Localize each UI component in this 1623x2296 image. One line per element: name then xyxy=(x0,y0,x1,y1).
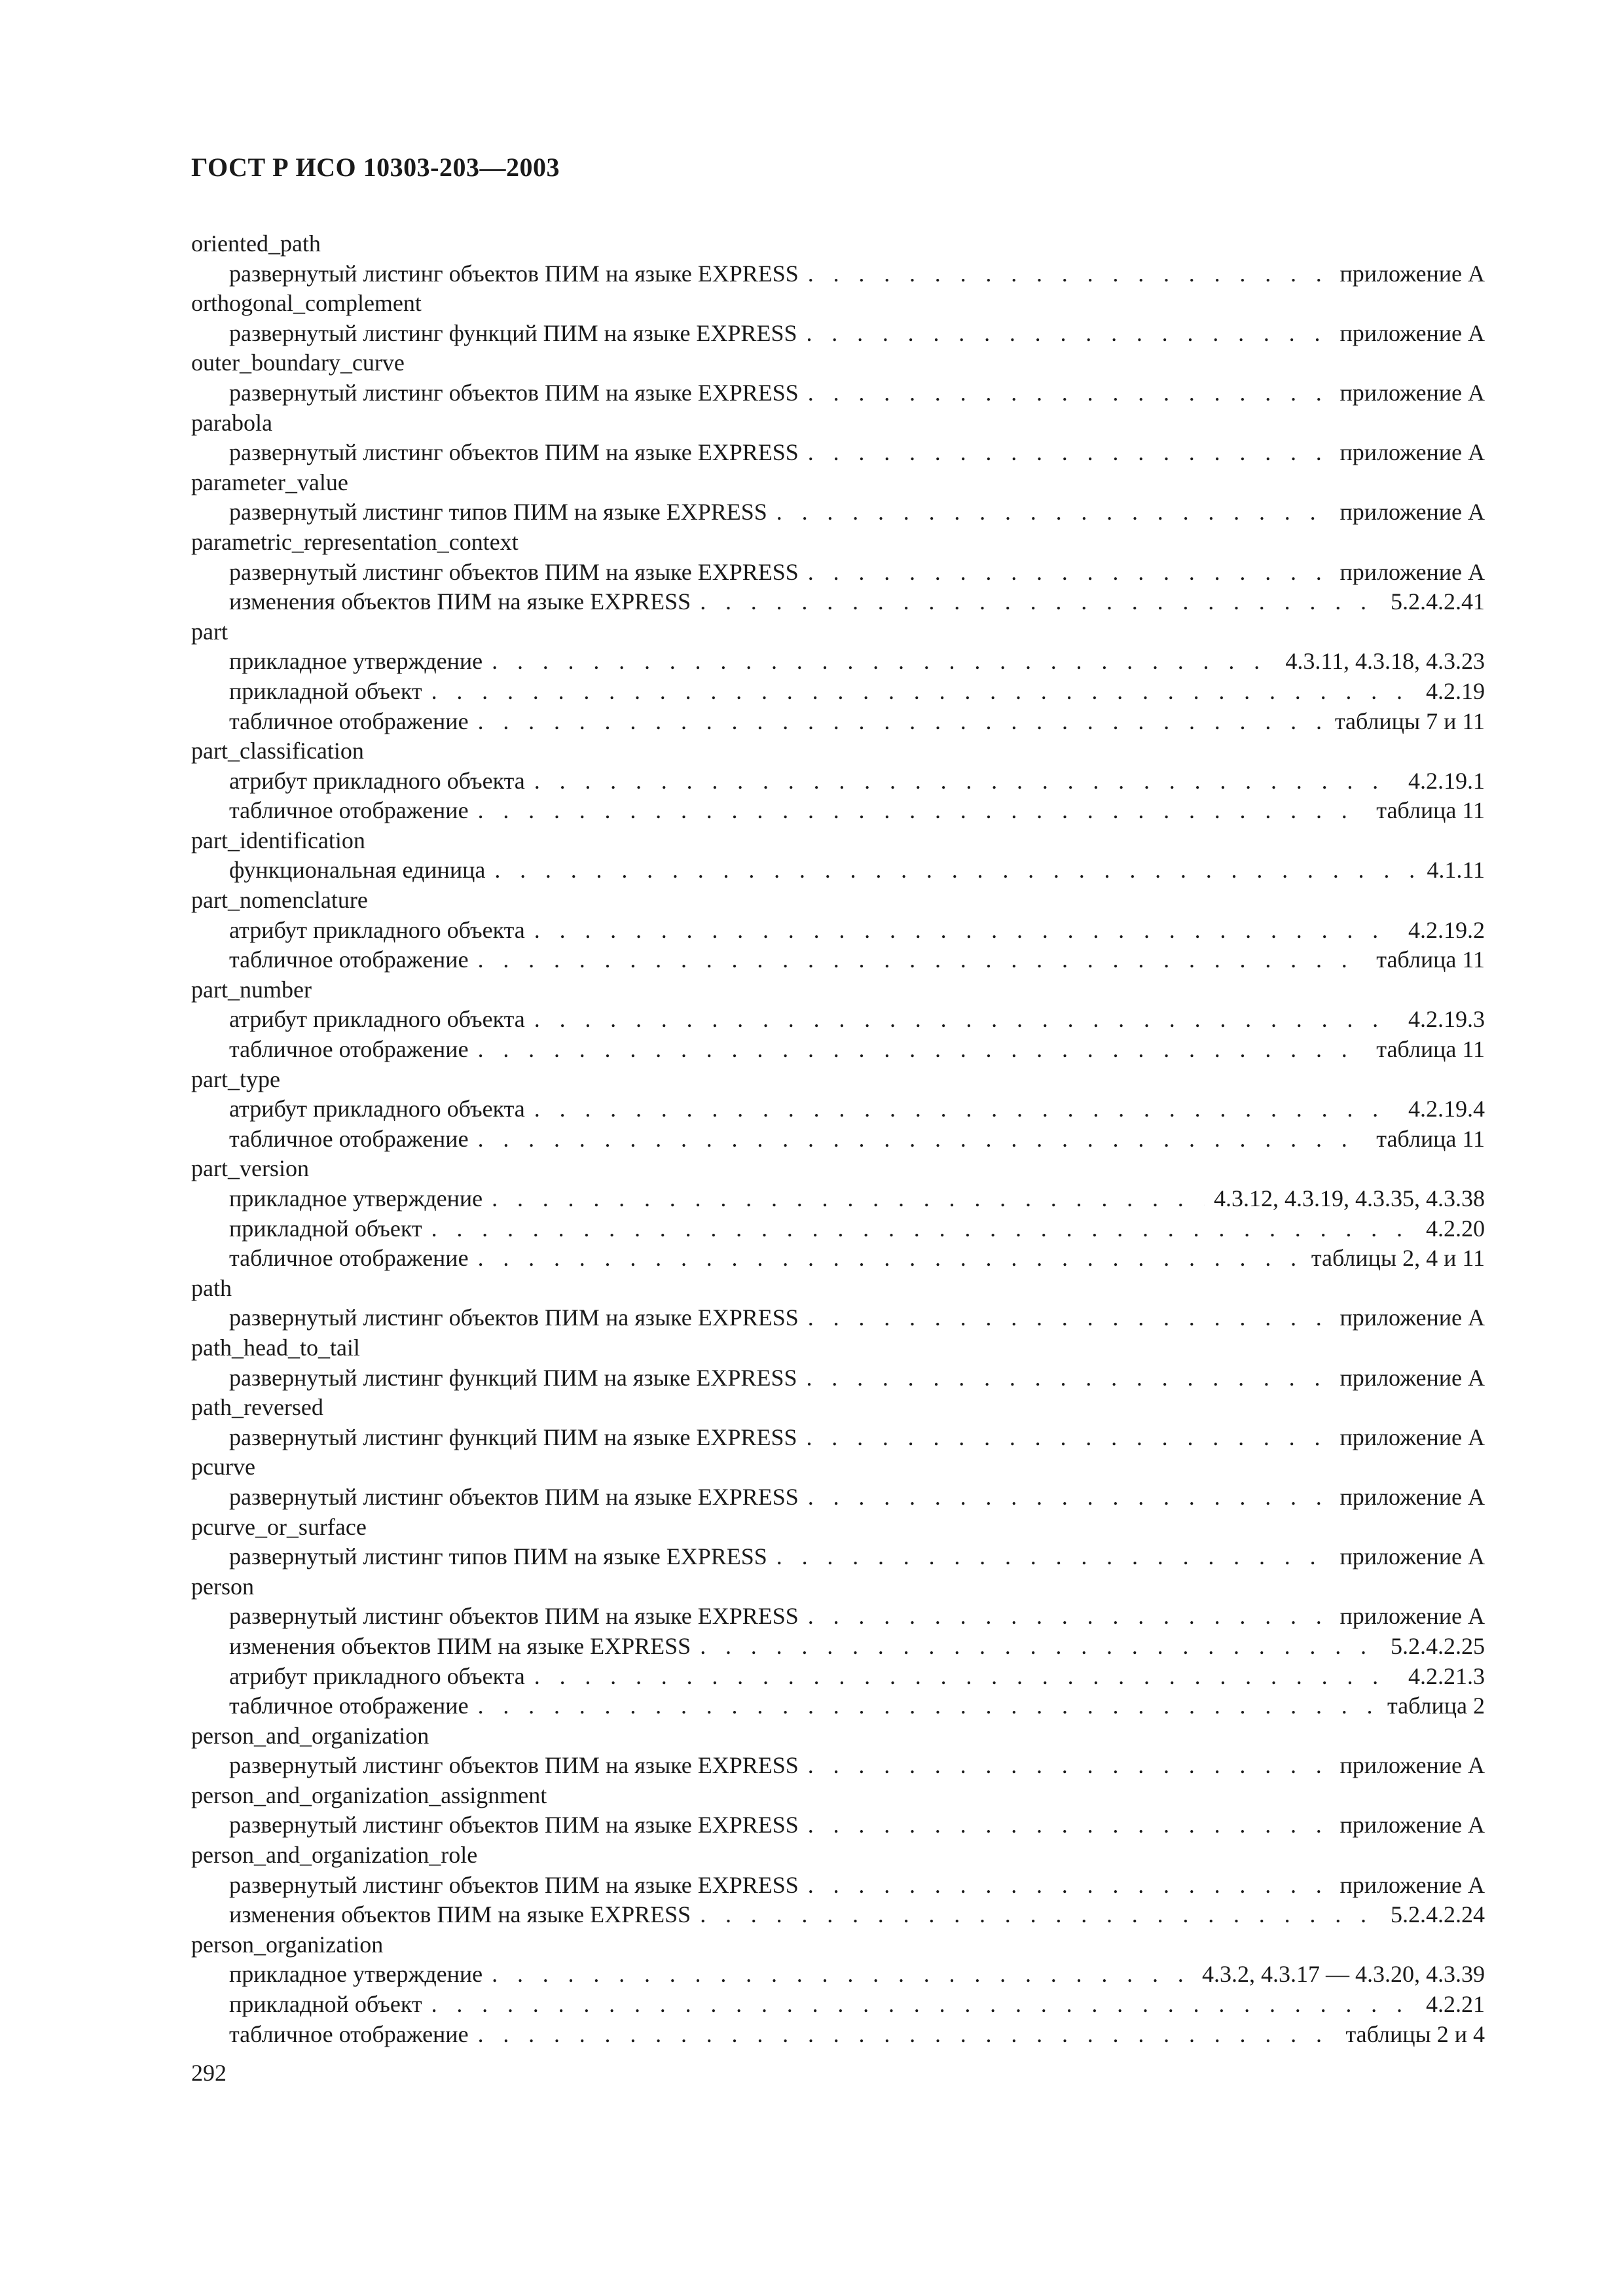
subentry-reference: 4.2.20 xyxy=(1426,1215,1485,1242)
subentry-label: изменения объектов ПИМ на языке EXPRESS xyxy=(229,1632,691,1659)
subentry-reference: 4.2.21.3 xyxy=(1408,1662,1485,1689)
subentry-reference: приложение А xyxy=(1340,1304,1485,1331)
dot-leader xyxy=(808,1871,1331,1901)
subentry-label: табличное отображение xyxy=(229,946,469,973)
subentry-reference: приложение А xyxy=(1340,1603,1485,1630)
subentry-reference: приложение А xyxy=(1340,1871,1485,1898)
index-subentry xyxy=(191,1363,1485,1393)
index-term: path xyxy=(191,1274,232,1301)
index-subentry xyxy=(191,558,1485,588)
index-subentry xyxy=(191,1214,1485,1244)
dot-leader xyxy=(478,1035,1368,1065)
index-subentry xyxy=(191,1005,1485,1035)
dot-leader xyxy=(700,587,1381,617)
index-subentry xyxy=(191,1900,1485,1930)
index-subentry xyxy=(191,1602,1485,1632)
index-term: part_type xyxy=(191,1066,280,1092)
index-subentry xyxy=(191,319,1485,349)
index-subentry xyxy=(191,1303,1485,1333)
index-term: path_head_to_tail xyxy=(191,1334,360,1361)
dot-leader xyxy=(808,438,1331,468)
dot-leader xyxy=(492,647,1276,677)
dot-leader xyxy=(431,1990,1417,2020)
index-subentry xyxy=(191,855,1485,886)
index-term: pcurve xyxy=(191,1454,255,1480)
dot-leader xyxy=(478,945,1368,975)
subentry-label: табличное отображение xyxy=(229,2020,469,2047)
subentry-reference: 4.3.2, 4.3.17 — 4.3.20, 4.3.39 xyxy=(1202,1961,1485,1988)
index-subentry xyxy=(191,259,1485,289)
subentry-reference: 4.2.19.3 xyxy=(1408,1006,1485,1033)
subentry-reference: таблица 2 xyxy=(1387,1693,1485,1719)
subentry-reference: приложение А xyxy=(1340,1483,1485,1510)
subentry-label: прикладной объект xyxy=(229,1991,422,2018)
dot-leader xyxy=(478,2020,1337,2050)
index-subentry xyxy=(191,587,1485,617)
subentry-reference: приложение А xyxy=(1340,1424,1485,1450)
subentry-reference: приложение А xyxy=(1340,1364,1485,1391)
index-subentry xyxy=(191,497,1485,528)
subentry-reference: 5.2.4.2.25 xyxy=(1391,1632,1485,1659)
dot-leader xyxy=(808,1303,1331,1333)
subentry-reference: приложение А xyxy=(1340,379,1485,406)
subentry-reference: таблица 11 xyxy=(1376,1125,1485,1152)
subentry-label: табличное отображение xyxy=(229,1036,469,1063)
subentry-label: развернутый листинг объектов ПИМ на языке EXPRESS xyxy=(229,439,799,466)
dot-leader xyxy=(492,1184,1205,1214)
index-term: person_and_organization_assignment xyxy=(191,1782,547,1808)
dot-leader xyxy=(776,1542,1331,1572)
index-subentry xyxy=(191,1871,1485,1901)
subentry-reference: 4.2.19.1 xyxy=(1408,767,1485,794)
index-term: person_and_organization_role xyxy=(191,1842,478,1869)
index-subentry xyxy=(191,1691,1485,1721)
subentry-label: развернутый листинг объектов ПИМ на языке EXPRESS xyxy=(229,1871,799,1898)
index-subentry xyxy=(191,1751,1485,1781)
dot-leader xyxy=(431,677,1417,707)
index-term: parametric_representation_context xyxy=(191,528,519,555)
subentry-reference: таблица 11 xyxy=(1376,946,1485,973)
subentry-reference: 4.3.12, 4.3.19, 4.3.35, 4.3.38 xyxy=(1214,1185,1485,1211)
subentry-label: развернутый листинг объектов ПИМ на языке EXPRESS xyxy=(229,260,799,287)
subentry-label: табличное отображение xyxy=(229,1125,469,1152)
index-subentry xyxy=(191,916,1485,946)
subentry-label: развернутый листинг функций ПИМ на языке EXPRESS xyxy=(229,319,797,346)
subentry-label: функциональная единица xyxy=(229,857,486,884)
dot-leader xyxy=(478,796,1368,826)
subentry-label: табличное отображение xyxy=(229,1245,469,1272)
index-subentry xyxy=(191,1542,1485,1572)
subentry-label: атрибут прикладного объекта xyxy=(229,767,525,794)
dot-leader xyxy=(534,916,1399,946)
dot-leader xyxy=(808,1751,1331,1781)
dot-leader xyxy=(478,1244,1302,1274)
index-subentry xyxy=(191,2020,1485,2050)
subentry-label: развернутый листинг объектов ПИМ на языке EXPRESS xyxy=(229,1752,799,1779)
index-subentry xyxy=(191,1124,1485,1155)
index-subentry xyxy=(191,1482,1485,1513)
dot-leader xyxy=(806,319,1330,349)
dot-leader xyxy=(806,1423,1330,1453)
subentry-reference: таблица 11 xyxy=(1376,1036,1485,1063)
subentry-label: развернутый листинг типов ПИМ на языке EXPRESS xyxy=(229,1543,767,1570)
subentry-label: развернутый листинг типов ПИМ на языке EXPRESS xyxy=(229,499,767,526)
index-subentry xyxy=(191,766,1485,797)
index-term: pcurve_or_surface xyxy=(191,1513,367,1540)
index-term: part_nomenclature xyxy=(191,887,368,914)
index-subentry xyxy=(191,945,1485,975)
index-subentry xyxy=(191,796,1485,826)
index-term: part_classification xyxy=(191,738,364,764)
dot-leader xyxy=(534,766,1399,797)
subentry-label: прикладное утверждение xyxy=(229,1185,483,1211)
dot-leader xyxy=(808,558,1331,588)
index-subentry xyxy=(191,378,1485,408)
index-term: part_version xyxy=(191,1155,309,1182)
dot-leader xyxy=(808,1482,1331,1513)
index-subentry xyxy=(191,1810,1485,1840)
subentry-label: изменения объектов ПИМ на языке EXPRESS xyxy=(229,1901,691,1928)
index-term: part xyxy=(191,618,228,645)
subentry-label: табличное отображение xyxy=(229,1693,469,1719)
index-subentry xyxy=(191,1184,1485,1214)
dot-leader xyxy=(534,1662,1399,1692)
subentry-label: развернутый листинг объектов ПИМ на языке EXPRESS xyxy=(229,379,799,406)
subentry-label: табличное отображение xyxy=(229,708,469,734)
index-term: part_identification xyxy=(191,827,365,853)
dot-leader xyxy=(808,1810,1331,1840)
subentry-reference: приложение А xyxy=(1340,1752,1485,1779)
dot-leader xyxy=(534,1094,1399,1124)
subentry-reference: 4.3.11, 4.3.18, 4.3.23 xyxy=(1285,648,1485,675)
dot-leader xyxy=(431,1214,1417,1244)
dot-leader xyxy=(492,1960,1193,1990)
dot-leader xyxy=(700,1632,1381,1662)
index-term: parabola xyxy=(191,409,272,436)
index-term: outer_boundary_curve xyxy=(191,350,405,376)
subentry-label: изменения объектов ПИМ на языке EXPRESS xyxy=(229,588,691,615)
subentry-reference: приложение А xyxy=(1340,558,1485,585)
index-subentry xyxy=(191,1990,1485,2020)
page-number: 292 xyxy=(191,2060,227,2086)
subentry-label: развернутый листинг функций ПИМ на языке EXPRESS xyxy=(229,1424,797,1450)
index-subentry xyxy=(191,677,1485,707)
subentry-reference: приложение А xyxy=(1340,499,1485,526)
subentry-label: развернутый листинг объектов ПИМ на языке EXPRESS xyxy=(229,1483,799,1510)
index-subentry xyxy=(191,438,1485,468)
dot-leader xyxy=(700,1900,1381,1930)
subentry-reference: 5.2.4.2.41 xyxy=(1391,588,1485,615)
subentry-reference: таблицы 2, 4 и 11 xyxy=(1311,1245,1485,1272)
subentry-reference: таблицы 2 и 4 xyxy=(1345,2020,1485,2047)
subentry-label: атрибут прикладного объекта xyxy=(229,1006,525,1033)
index-term: parameter_value xyxy=(191,469,348,495)
subentry-label: атрибут прикладного объекта xyxy=(229,1096,525,1122)
subentry-label: табличное отображение xyxy=(229,797,469,824)
subentry-reference: приложение А xyxy=(1340,439,1485,466)
subentry-label: развернутый листинг объектов ПИМ на языке EXPRESS xyxy=(229,1812,799,1839)
dot-leader xyxy=(776,497,1331,528)
dot-leader xyxy=(806,1363,1330,1393)
dot-leader xyxy=(478,1124,1368,1155)
dot-leader xyxy=(808,378,1331,408)
subentry-label: развернутый листинг объектов ПИМ на языке EXPRESS xyxy=(229,1304,799,1331)
index-term: person_and_organization xyxy=(191,1722,429,1749)
index-subentry xyxy=(191,647,1485,677)
index-subentry xyxy=(191,1662,1485,1692)
subentry-reference: 4.1.11 xyxy=(1427,857,1485,884)
index-subentry xyxy=(191,1035,1485,1065)
subentry-label: прикладное утверждение xyxy=(229,1961,483,1988)
index-subentry xyxy=(191,1960,1485,1990)
subentry-reference: таблица 11 xyxy=(1376,797,1485,824)
subentry-reference: приложение А xyxy=(1340,1812,1485,1839)
index-subentry xyxy=(191,707,1485,737)
subentry-label: прикладной объект xyxy=(229,1215,422,1242)
index-term: part_number xyxy=(191,976,312,1003)
dot-leader xyxy=(478,707,1326,737)
index-list xyxy=(191,229,1485,2049)
subentry-label: атрибут прикладного объекта xyxy=(229,1662,525,1689)
index-subentry xyxy=(191,1244,1485,1274)
dot-leader xyxy=(808,1602,1331,1632)
subentry-label: прикладное утверждение xyxy=(229,648,483,675)
dot-leader xyxy=(494,855,1417,886)
subentry-label: развернутый листинг объектов ПИМ на языке EXPRESS xyxy=(229,1603,799,1630)
index-term: orthogonal_complement xyxy=(191,290,422,317)
subentry-label: атрибут прикладного объекта xyxy=(229,916,525,943)
subentry-reference: 4.2.19.2 xyxy=(1408,916,1485,943)
subentry-label: развернутый листинг функций ПИМ на языке EXPRESS xyxy=(229,1364,797,1391)
index-term: path_reversed xyxy=(191,1394,323,1421)
subentry-reference: приложение А xyxy=(1340,1543,1485,1570)
subentry-reference: таблицы 7 и 11 xyxy=(1334,708,1485,734)
dot-leader xyxy=(534,1005,1399,1035)
subentry-reference: приложение А xyxy=(1340,319,1485,346)
dot-leader xyxy=(478,1691,1378,1721)
subentry-label: прикладной объект xyxy=(229,677,422,704)
index-subentry xyxy=(191,1423,1485,1453)
subentry-reference: 4.2.19.4 xyxy=(1408,1096,1485,1122)
index-term: oriented_path xyxy=(191,230,321,257)
index-term: person_organization xyxy=(191,1931,384,1958)
index-subentry xyxy=(191,1632,1485,1662)
subentry-reference: 5.2.4.2.24 xyxy=(1391,1901,1485,1928)
subentry-reference: 4.2.21 xyxy=(1426,1991,1485,2018)
index-subentry xyxy=(191,1094,1485,1124)
dot-leader xyxy=(808,259,1331,289)
subentry-label: развернутый листинг объектов ПИМ на языке EXPRESS xyxy=(229,558,799,585)
subentry-reference: 4.2.19 xyxy=(1426,677,1485,704)
index-term: person xyxy=(191,1573,254,1600)
page-header: ГОСТ Р ИСО 10303-203—2003 xyxy=(191,152,560,182)
subentry-reference: приложение А xyxy=(1340,260,1485,287)
